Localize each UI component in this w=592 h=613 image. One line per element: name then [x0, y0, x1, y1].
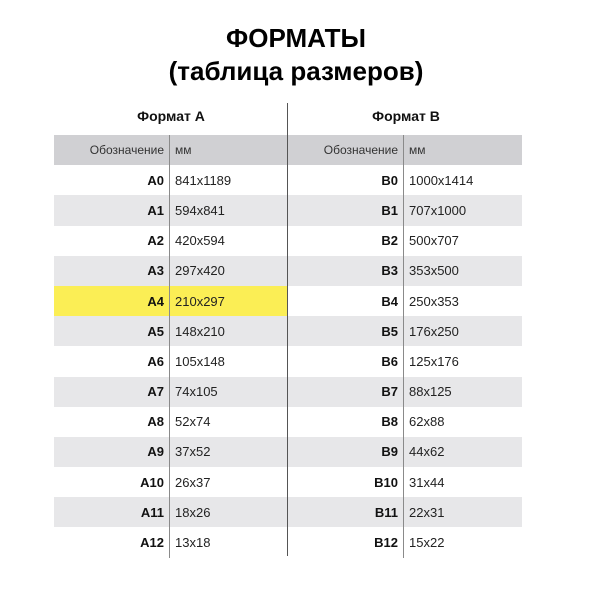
format-code: B10	[288, 467, 404, 497]
format-a-heading: Формат A	[137, 108, 205, 124]
table-row	[54, 256, 288, 286]
page-title: ФОРМАТЫ	[226, 23, 366, 53]
format-b-column-header	[288, 135, 522, 165]
column-header-code: Обозначение	[288, 135, 404, 165]
column-header-size: мм	[175, 143, 192, 158]
format-a-table	[54, 103, 288, 558]
format-size: 62x88	[409, 414, 445, 430]
format-code: A11	[54, 497, 170, 527]
format-size: 1000x1414	[409, 172, 474, 188]
column-header-size: мм	[409, 143, 426, 158]
table-row	[288, 195, 522, 225]
table-row	[54, 497, 288, 527]
format-size: 841x1189	[175, 172, 232, 188]
format-code: A6	[54, 346, 170, 376]
format-size: 210x297	[175, 293, 225, 309]
format-code: B6	[288, 346, 404, 376]
table-row	[288, 377, 522, 407]
format-size: 18x26	[175, 504, 211, 520]
format-code: B3	[288, 256, 404, 286]
format-code: B5	[288, 316, 404, 346]
format-size: 353x500	[409, 263, 459, 279]
table-row	[54, 346, 288, 376]
format-code: A8	[54, 407, 170, 437]
format-size: 250x353	[409, 293, 459, 309]
format-b-table	[288, 103, 522, 558]
table-row	[54, 195, 288, 225]
table-row	[288, 346, 522, 376]
format-code: A9	[54, 437, 170, 467]
table-row	[288, 256, 522, 286]
format-size: 500x707	[409, 233, 459, 249]
format-code: B12	[288, 527, 404, 557]
format-code: B7	[288, 377, 404, 407]
format-size: 52x74	[175, 414, 211, 430]
format-size: 105x148	[175, 353, 225, 369]
table-row	[54, 467, 288, 497]
table-row	[288, 407, 522, 437]
format-code: A5	[54, 316, 170, 346]
table-row	[288, 527, 522, 557]
table-row-highlighted	[54, 286, 288, 316]
table-row	[54, 377, 288, 407]
table-row	[54, 226, 288, 256]
table-row	[288, 497, 522, 527]
format-size: 31x44	[409, 474, 445, 490]
format-code: A12	[54, 527, 170, 557]
table-row	[288, 286, 522, 316]
format-b-heading: Формат B	[372, 108, 440, 124]
column-header-code: Обозначение	[54, 135, 170, 165]
format-code: B8	[288, 407, 404, 437]
format-size: 125x176	[409, 353, 459, 369]
table-row	[54, 527, 288, 557]
format-size: 176x250	[409, 323, 459, 339]
table-row	[54, 407, 288, 437]
format-code: B9	[288, 437, 404, 467]
format-code: A0	[54, 165, 170, 195]
format-size: 148x210	[175, 323, 225, 339]
format-size: 707x1000	[409, 202, 467, 218]
format-code: B11	[288, 497, 404, 527]
table-row	[288, 165, 522, 195]
table-row	[54, 165, 288, 195]
format-code: B0	[288, 165, 404, 195]
table-row	[288, 226, 522, 256]
format-code: A2	[54, 226, 170, 256]
format-code: B4	[288, 286, 404, 316]
format-a-column-header	[54, 135, 288, 165]
table-row	[288, 437, 522, 467]
format-size: 44x62	[409, 444, 445, 460]
format-code: A1	[54, 195, 170, 225]
format-size: 297x420	[175, 263, 225, 279]
table-row	[54, 316, 288, 346]
format-code: A10	[54, 467, 170, 497]
format-code: A4	[54, 286, 170, 316]
format-size: 88x125	[409, 384, 452, 400]
page-subtitle: (таблица размеров)	[168, 56, 424, 86]
format-size: 594x841	[175, 202, 225, 218]
format-size: 74x105	[175, 384, 218, 400]
format-size: 15x22	[409, 535, 445, 551]
format-size: 26x37	[175, 474, 211, 490]
format-code: B2	[288, 226, 404, 256]
format-size: 37x52	[175, 444, 211, 460]
format-size: 13x18	[175, 535, 211, 551]
table-row	[288, 316, 522, 346]
format-code: B1	[288, 195, 404, 225]
table-row	[288, 467, 522, 497]
format-code: A3	[54, 256, 170, 286]
format-size: 22x31	[409, 504, 445, 520]
format-code: A7	[54, 377, 170, 407]
table-row	[54, 437, 288, 467]
format-size: 420x594	[175, 233, 225, 249]
